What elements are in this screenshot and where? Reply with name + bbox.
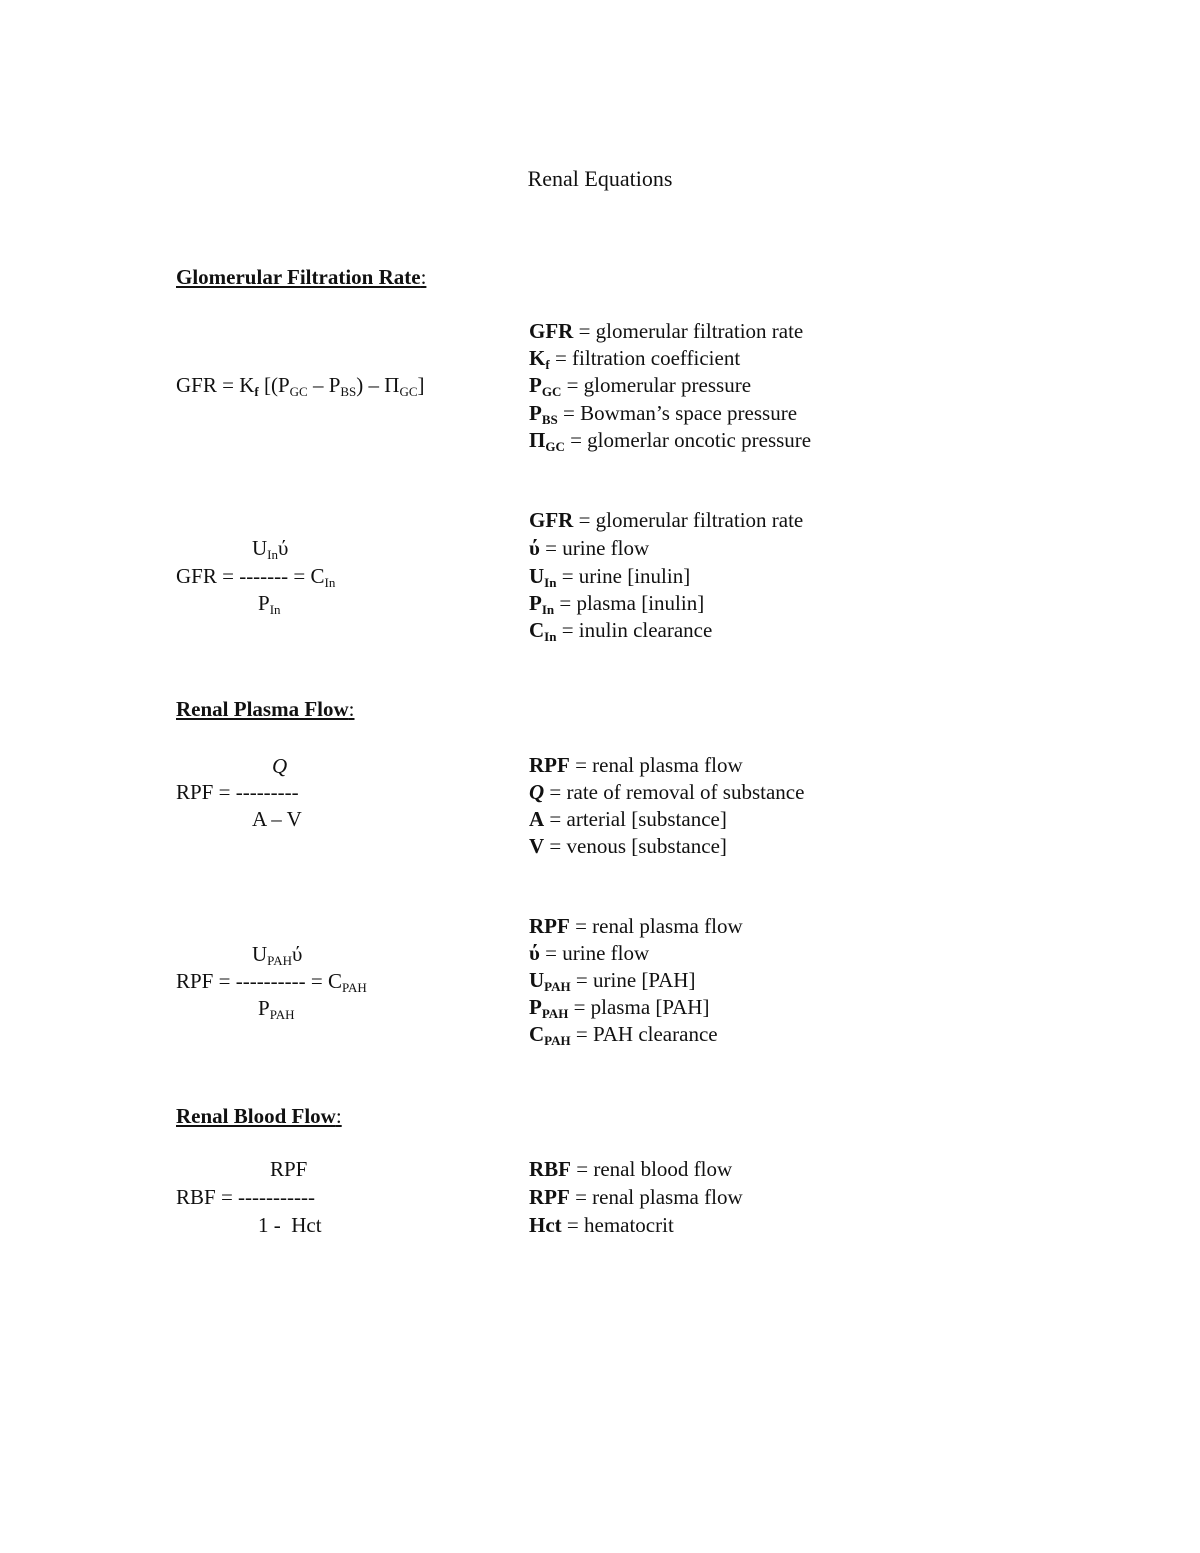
def-text: = plasma [inulin] <box>554 591 705 615</box>
eq-text: P <box>258 996 270 1020</box>
def-symbol: P <box>529 373 542 397</box>
section-heading-text: Renal Blood Flow <box>176 1104 336 1128</box>
eq-text: GFR = K <box>176 373 255 397</box>
def-symbol: RPF <box>529 1185 570 1209</box>
def-subscript: GC <box>541 384 562 399</box>
def-text: = plasma [PAH] <box>568 995 710 1019</box>
definition-item <box>529 346 741 372</box>
def-symbol: U <box>529 564 545 588</box>
def-text: = glomerular filtration rate <box>573 319 804 343</box>
definition-item <box>529 564 691 590</box>
def-text: = filtration coefficient <box>549 346 741 370</box>
def-symbol: RPF <box>529 914 570 938</box>
def-symbol: C <box>529 618 545 642</box>
def-subscript: GC <box>545 439 565 454</box>
equation-numerator: RPF <box>270 1157 308 1181</box>
def-symbol: ύ <box>529 941 540 965</box>
definition-item <box>529 618 713 644</box>
equation-rbf: RBF = ----------- <box>176 1185 315 1209</box>
section-heading-gfr <box>176 267 426 288</box>
def-symbol: RPF <box>529 753 570 777</box>
eq-text: – P <box>307 373 341 397</box>
def-text: = glomerular filtration rate <box>573 508 804 532</box>
eq-text: ] <box>417 373 425 397</box>
definition-item <box>529 1159 732 1180</box>
definition-item <box>529 591 705 617</box>
eq-subscript: f <box>254 384 259 399</box>
eq-text: ) – Π <box>356 373 400 397</box>
definition-item <box>529 782 804 803</box>
def-text: = PAH clearance <box>570 1022 718 1046</box>
def-symbol: Hct <box>529 1213 562 1237</box>
def-text: = urine [PAH] <box>570 968 696 992</box>
eq-text: U <box>252 942 268 966</box>
definition-item <box>529 809 727 830</box>
eq-text: P <box>258 591 270 615</box>
def-text: = Bowman’s space pressure <box>557 401 798 425</box>
section-heading-rpf <box>176 699 355 720</box>
def-text: = urine flow <box>539 941 650 965</box>
def-text: = hematocrit <box>561 1213 674 1237</box>
eq-text: GFR = ------- = C <box>176 564 325 588</box>
equation-gfr-inulin <box>176 564 336 590</box>
def-symbol: ύ <box>529 536 540 560</box>
equation-denominator <box>258 996 295 1022</box>
equation-rpf-fick: RPF = --------- <box>176 780 299 804</box>
section-heading-text: Glomerular Filtration Rate <box>176 265 421 289</box>
def-text: = urine [inulin] <box>556 564 691 588</box>
def-symbol: K <box>529 346 546 370</box>
def-subscript: In <box>541 602 555 617</box>
def-symbol: P <box>529 591 542 615</box>
def-subscript: PAH <box>541 1006 569 1021</box>
page-title: Renal Equations <box>527 166 673 191</box>
eq-subscript: In <box>324 575 336 590</box>
def-text: = urine flow <box>539 536 650 560</box>
eq-subscript: GC <box>289 384 308 399</box>
def-text: = arterial [substance] <box>544 807 727 831</box>
definition-item <box>529 943 649 964</box>
eq-text: [(P <box>258 373 290 397</box>
definition-item <box>529 1215 674 1236</box>
def-symbol: P <box>529 995 542 1019</box>
def-symbol: U <box>529 968 545 992</box>
definition-item <box>529 916 743 937</box>
definition-item <box>529 995 710 1021</box>
def-subscript: PAH <box>544 979 571 994</box>
def-subscript: In <box>544 575 557 590</box>
equation-rpf-pah <box>176 969 367 995</box>
equation-numerator <box>252 942 303 968</box>
section-heading-rbf <box>176 1106 342 1127</box>
definition-item <box>529 538 649 559</box>
equation-denominator: 1 - Hct <box>258 1213 322 1237</box>
heading-colon: : <box>348 697 355 721</box>
def-text: = inulin clearance <box>556 618 713 642</box>
def-subscript: In <box>544 629 557 644</box>
def-text: = glomerlar oncotic pressure <box>564 428 812 452</box>
definition-item <box>529 321 803 342</box>
eq-text: RPF = ---------- = C <box>176 969 342 993</box>
def-text: = venous [substance] <box>544 834 727 858</box>
eq-text: ύ <box>292 942 303 966</box>
definition-item <box>529 968 696 994</box>
eq-subscript: In <box>267 547 279 562</box>
def-symbol: A <box>529 807 545 831</box>
def-symbol: C <box>529 1022 545 1046</box>
equation-numerator: Q <box>272 754 288 778</box>
eq-subscript: PAH <box>269 1007 295 1022</box>
definition-item <box>529 401 798 427</box>
eq-text: ύ <box>278 536 289 560</box>
eq-subscript: PAH <box>342 980 367 995</box>
eq-subscript: BS <box>340 384 357 399</box>
eq-subscript: PAH <box>267 953 292 968</box>
def-text: = glomerular pressure <box>561 373 752 397</box>
eq-subscript: In <box>269 602 281 617</box>
section-heading-text: Renal Plasma Flow <box>176 697 349 721</box>
def-text: = renal plasma flow <box>569 753 743 777</box>
def-symbol: V <box>529 834 545 858</box>
equation-denominator: A – V <box>252 807 302 831</box>
definition-item <box>529 428 812 454</box>
def-subscript: BS <box>541 412 558 427</box>
def-symbol: GFR <box>529 508 574 532</box>
heading-colon: : <box>335 1104 342 1128</box>
def-symbol: RBF <box>529 1157 571 1181</box>
def-symbol: GFR <box>529 319 574 343</box>
definition-item <box>529 510 803 531</box>
definition-item <box>529 755 743 776</box>
def-text: = renal plasma flow <box>569 914 743 938</box>
eq-text: U <box>252 536 268 560</box>
def-symbol: Π <box>529 428 546 452</box>
definition-item <box>529 1187 743 1208</box>
def-symbol: Q <box>529 780 545 804</box>
heading-colon: : <box>420 265 427 289</box>
definition-item <box>529 1022 718 1048</box>
eq-subscript: GC <box>399 384 418 399</box>
def-text: = renal plasma flow <box>569 1185 743 1209</box>
equation-numerator <box>252 536 289 562</box>
equation-gfr-starling <box>176 373 425 399</box>
equation-denominator <box>258 591 281 617</box>
def-symbol: P <box>529 401 542 425</box>
definition-item <box>529 836 727 857</box>
def-text: = rate of removal of substance <box>544 780 805 804</box>
definition-item <box>529 373 752 399</box>
def-text: = renal blood flow <box>571 1157 733 1181</box>
def-subscript: f <box>545 357 550 372</box>
def-subscript: PAH <box>544 1033 571 1048</box>
